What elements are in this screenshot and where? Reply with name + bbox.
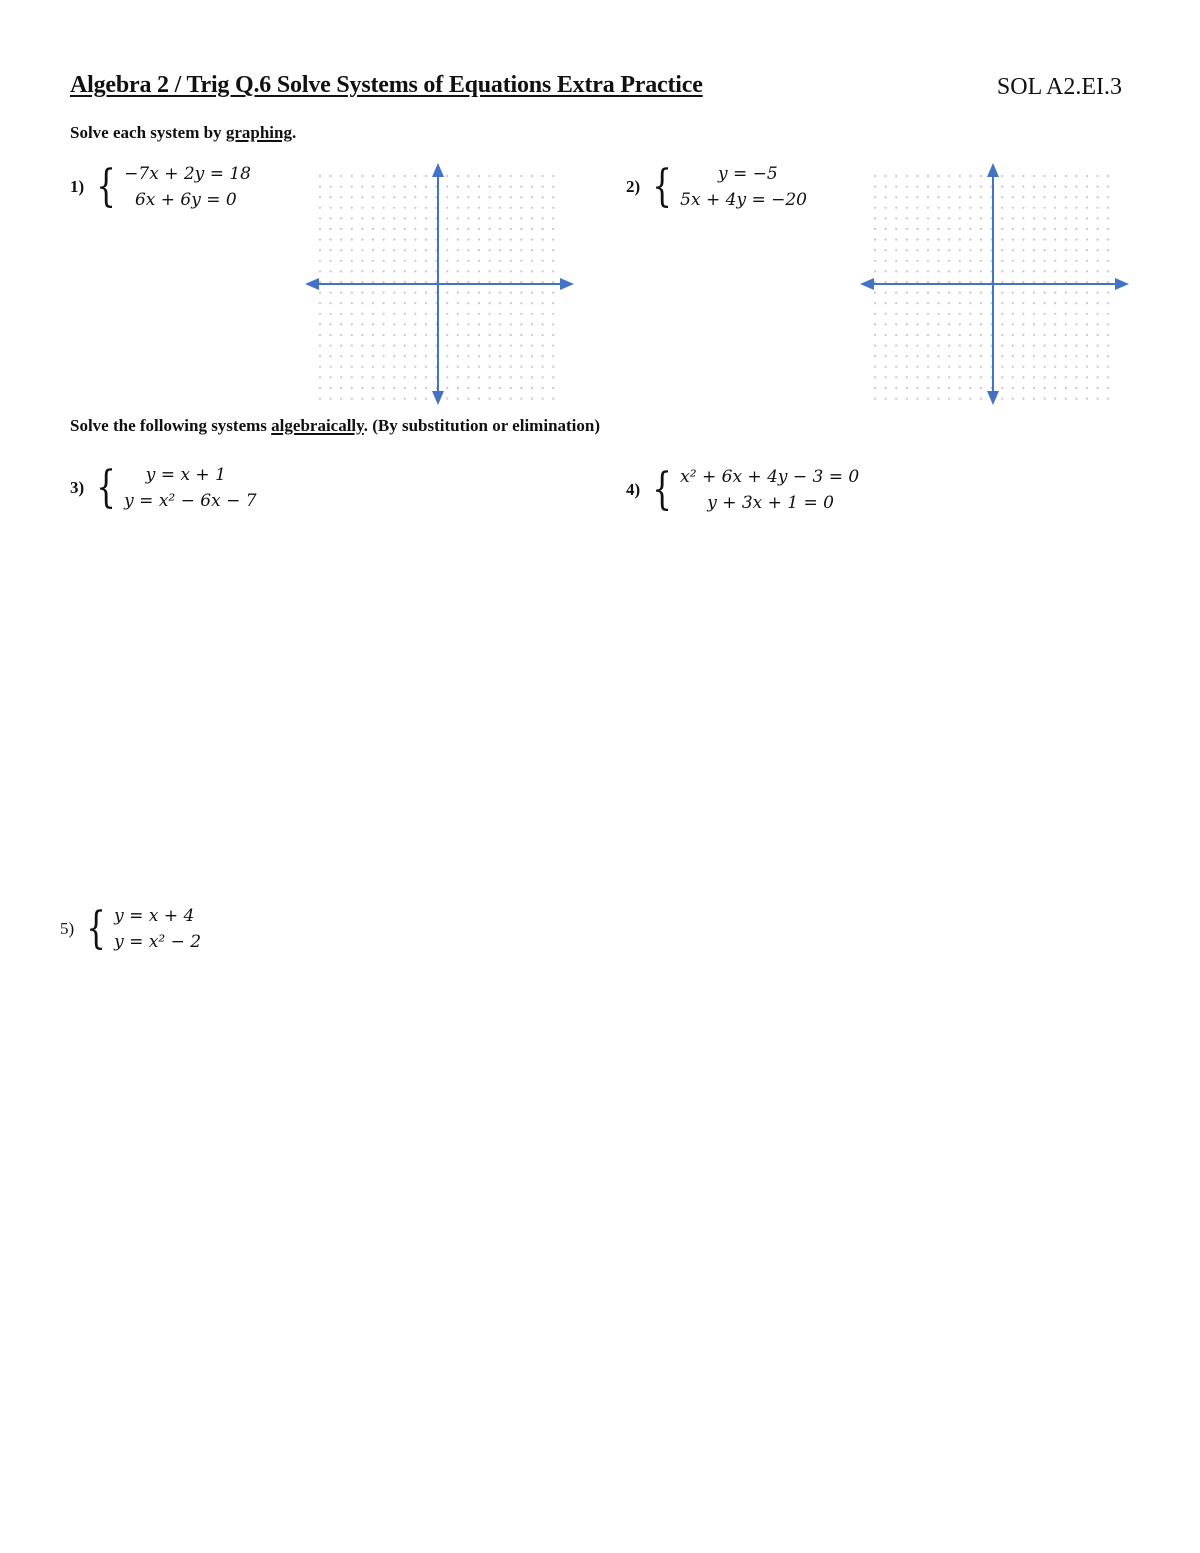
algebraic-instruction: Solve the following systems algebraically. (By substitution or elimination) xyxy=(70,416,601,435)
equation: −7x + 2y = 18 xyxy=(124,164,251,184)
graphing-keyword: graphing xyxy=(225,123,292,142)
arrow-left-icon xyxy=(860,278,874,290)
equation: y = x² − 6x − 7 xyxy=(124,491,257,511)
arrow-up-icon xyxy=(432,163,444,177)
problem-number: 4) xyxy=(626,480,641,499)
coordinate-grid-1[interactable] xyxy=(305,162,575,407)
problem-number: 1) xyxy=(70,177,85,196)
equation: y = −5 xyxy=(680,164,778,184)
problem-number: 2) xyxy=(626,177,641,196)
arrow-up-icon xyxy=(987,163,999,177)
problem-5 xyxy=(60,905,201,953)
brace-icon: { xyxy=(652,161,672,212)
arrow-right-icon xyxy=(1115,278,1129,290)
problem-number: 5) xyxy=(60,919,75,938)
equation: 6x + 6y = 0 xyxy=(124,190,237,210)
brace-icon: { xyxy=(96,161,116,212)
brace-icon: { xyxy=(96,462,116,513)
arrow-right-icon xyxy=(560,278,574,290)
page-title: Algebra 2 / Trig Q.6 Solve Systems of Equations Extra Practice xyxy=(70,72,703,98)
equation: 5x + 4y = −20 xyxy=(680,190,807,210)
standard-label: SOL A2.EI.3 xyxy=(996,74,1122,100)
brace-icon: { xyxy=(652,464,672,515)
problem-4 xyxy=(626,466,859,514)
grid-dots xyxy=(874,175,1109,400)
grid-dots xyxy=(319,175,554,400)
arrow-down-icon xyxy=(987,391,999,405)
arrow-left-icon xyxy=(305,278,319,290)
problem-3 xyxy=(70,464,257,512)
arrow-down-icon xyxy=(432,391,444,405)
equation: y = x + 4 xyxy=(114,906,195,926)
equation: y + 3x + 1 = 0 xyxy=(680,493,834,513)
coordinate-plane[interactable] xyxy=(860,162,1130,407)
problem-1 xyxy=(70,163,251,211)
coordinate-grid-2[interactable] xyxy=(860,162,1130,407)
equation: y = x² − 2 xyxy=(114,932,202,952)
problem-2 xyxy=(626,163,807,211)
equation: x² + 6x + 4y − 3 = 0 xyxy=(680,467,860,487)
coordinate-plane[interactable] xyxy=(305,162,575,407)
problem-number: 3) xyxy=(70,478,85,497)
brace-icon: { xyxy=(86,903,106,954)
graphing-instruction: Solve each system by graphing. xyxy=(70,123,297,142)
algebraically-keyword: algebraically xyxy=(271,416,364,435)
equation: y = x + 1 xyxy=(124,465,226,485)
